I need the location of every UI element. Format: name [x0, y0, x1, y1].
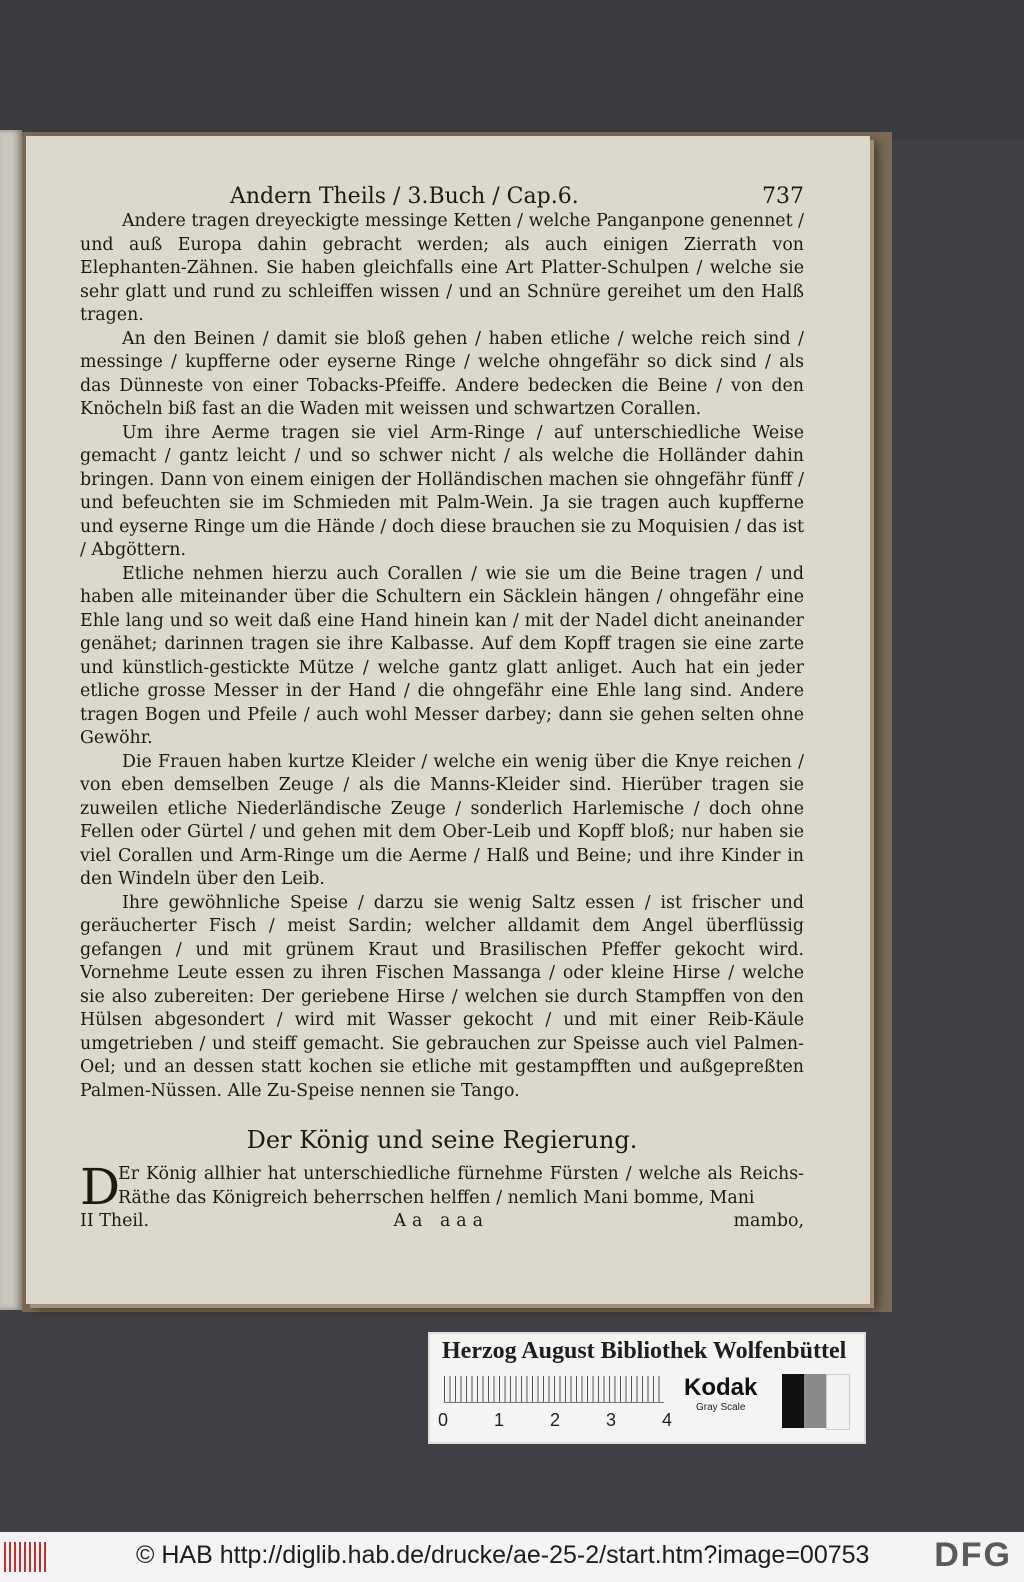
drop-cap: D — [80, 1158, 121, 1216]
paragraph: An den Beinen / damit sie bloß gehen / haben etliche / welche reich sind / messinge / kupfferne oder eyserne Ringe / welche ohngefähr so dick sind / als das Dünneste von einer Tobacks-Pfeiffe. Andere bedecken die Beine / von den Knöcheln biß fast an die Waden mit weissen und schwartzen Corallen. — [80, 328, 804, 419]
viewer-footer — [0, 1532, 1024, 1582]
scale-number: 0 — [438, 1410, 449, 1430]
scan-background — [0, 0, 1024, 140]
gray-swatch — [804, 1374, 826, 1428]
paragraph: Etliche nehmen hierzu auch Corallen / wie sie um die Beine tragen / und haben alle miteinander über die Schultern ein Säcklein hängen / ohngefähr eine Ehle lang und so weit daß eine Hand hinein kan / mit der Nadel dicht aneinander genähet; darinnen tragen sie ihre Kalbasse. Auf dem Kopff tragen sie eine zarte und künstlich-gestickte Mütze / welche gantz glatt anliget. Auch hat ein jeder etliche grosse Messer in der Hand / die ohngefähr eine Ehle lang sind. Andere tragen Bogen und Pfeile / auch wohl Messer darbey; dann sie gehen selten ohne Gewöhr. — [80, 563, 804, 748]
paragraph: Ihre gewöhnliche Speise / darzu sie wenig Saltz essen / ist frischer und geräucherter Fisch / meist Sardin; welcher alldamit dem Angel überflüssig gefangen / und mit grünem Kraut und Brasilischen Pfeffer gekocht wird. Vornehme Leute essen zu ihren Fischen Massanga / oder kleine Hirse / welche sie also zubereiten: Der geriebene Hirse / welchen sie durch Stampffen von den Hülsen abgesondert / wird mit Wasser gekocht / und mit einer Reib-Käule umgetrieben / und steiff gemacht. Sie gebrauchen zur Speisse auch viel Palmen-Oel; und an dessen statt kochen sie etliche mit gestampfften und außgepreßten Palmen-Nüssen. Alle Zu-Speise nennen sie Tango. — [80, 892, 804, 1101]
part-label: II Theil. — [80, 1211, 150, 1231]
paragraph: Die Frauen haben kurtze Kleider / welche ein wenig über die Knye reichen / von eben demselben Zeuge / als die Manns-Kleider sind. Hierüber tragen sie zuweilen etliche Niederländische Zeuge / sonderlich Harlemische / doch ohne Fellen oder Gürtel / und gehen mit dem Ober-Leib und Kopff bloß; nur haben sie viel Corallen und Arm-Ringe um die Aerme / Halß und Beine; und ihre Kinder in den Windeln über den Leib. — [80, 751, 804, 889]
page-footer — [80, 1210, 804, 1234]
previous-page-edge — [0, 130, 22, 1310]
white-swatch — [826, 1374, 850, 1430]
black-swatch — [782, 1374, 804, 1428]
gray-scale-label: Gray Scale — [696, 1402, 746, 1413]
running-header — [80, 184, 804, 210]
library-name: Herzog August Bibliothek Wolfenbüttel — [442, 1338, 847, 1364]
scale-number: 3 — [606, 1410, 617, 1430]
page-text-block — [80, 184, 804, 1234]
scale-ruler — [444, 1376, 664, 1403]
paragraph: Um ihre Aerme tragen sie viel Arm-Ringe / auf unterschiedliche Weise gemacht / gantz leicht / und so schwer nicht / als welche die Holländer dahin bringen. Dann von einem einigen der Holländischen machen sie ohngefähr fünff / und befeuchten sie im Schmieden mit Palm-Wein. Ja sie tragen auch kupfferne und eyserne Ringe um die Hände / doch diese brauchen sie zu Moquisien / das ist / Abgöttern. — [80, 422, 804, 560]
copyright-link[interactable]: © HAB http://diglib.hab.de/drucke/ae-25-2/start.htm?image=00753 — [136, 1541, 870, 1569]
catchword: mambo, — [733, 1211, 804, 1231]
hab-logo-icon — [4, 1542, 48, 1572]
signature-mark: Aa aaa — [393, 1211, 490, 1231]
scale-number: 1 — [494, 1410, 505, 1430]
final-paragraph-text: Er König allhier hat unterschiedliche fürnehme Fürsten / welche als Reichs-Räthe das Königreich beherrschen helffen / nemlich Mani bomme, Mani — [118, 1164, 804, 1208]
dfg-logo: DFG — [934, 1536, 1012, 1574]
color-calibration-card — [428, 1332, 866, 1444]
paragraph: Andere tragen dreyeckigte messinge Ketten / welche Panganpone genennet / und auß Europa dahin gebracht werden; als auch einigen Zierrath von Elephanten-Zähnen. Sie haben gleichfalls eine Art Platter-Schulpen / welche sie sehr glatt und rund zu schleiffen wissen / und an Schnüre gereihet um den Halß tragen. — [80, 211, 804, 325]
scale-number: 4 — [662, 1410, 673, 1430]
running-head: Andern Theils / 3.Buch / Cap.6. — [230, 184, 579, 209]
kodak-logo: Kodak — [684, 1374, 758, 1401]
section-title: Der König und seine Regierung. — [246, 1126, 638, 1154]
scale-number: 2 — [550, 1410, 561, 1430]
page-number: 737 — [762, 184, 804, 209]
book-page — [26, 136, 870, 1304]
final-paragraph — [80, 1158, 804, 1216]
